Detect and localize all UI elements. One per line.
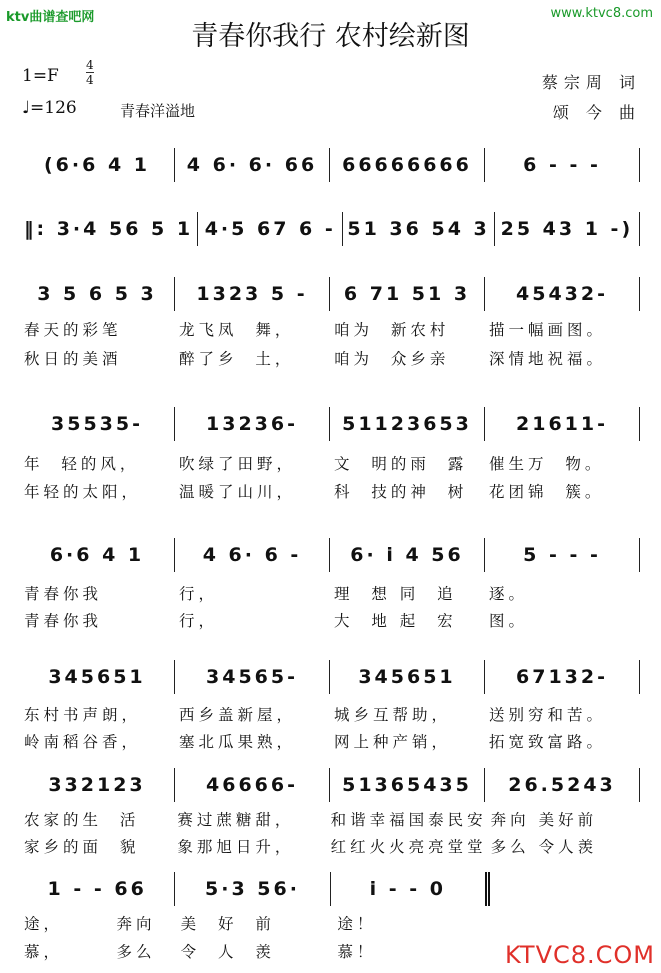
measure: 4 6· 6 - <box>175 538 330 572</box>
measure: 13236- <box>175 407 330 441</box>
lyric-segment: 逐。 <box>489 585 529 603</box>
lyric-segment: 图。 <box>489 612 529 630</box>
lyric-segment: 多么 令人羡 <box>490 838 598 856</box>
measure: 26.5243 <box>485 768 640 802</box>
lyric-segment: 深情地祝福。 <box>489 350 607 368</box>
notation-row <box>20 768 640 802</box>
lyric-segment: 秋日的美酒 <box>24 350 122 368</box>
lyric-line-verse-1 <box>20 318 640 340</box>
lyric-segment: 咱为 新农村 <box>334 321 450 339</box>
notation-row <box>20 538 640 572</box>
lyric-segment: 令 人 羡 <box>180 943 275 961</box>
measure: 66666666 <box>330 148 485 182</box>
lyricist-credit: 蔡宗周 词 <box>541 73 641 92</box>
measure: 46666- <box>175 768 330 802</box>
measure: 45432- <box>485 277 640 311</box>
lyric-segment: 送别穷和苦。 <box>489 706 607 724</box>
lyric-segment: 城乡互帮助， <box>334 706 452 724</box>
lyric-segment: 赛过蔗糖甜， <box>177 811 295 829</box>
expression-mark: 青春洋溢地 <box>120 102 196 120</box>
lyric-segment: 大 地 起 宏 <box>334 612 457 630</box>
lyric-segment: 年轻的太阳， <box>24 483 142 501</box>
lyric-segment: 途， 奔向 <box>24 915 156 933</box>
site-url: www.ktvc8.com <box>550 6 653 21</box>
notation-row <box>20 148 640 182</box>
lyric-segment: 描一幅画图。 <box>489 321 607 339</box>
lyric-segment: 美 好 前 <box>180 915 275 933</box>
lyric-line-verse-2 <box>20 609 640 631</box>
key-signature: 1=F <box>22 66 59 86</box>
lyric-segment: 塞北瓜果熟， <box>179 733 297 751</box>
lyric-segment: 红红火火亮亮堂堂 <box>330 838 487 856</box>
measure: 4 6· 6· 66 <box>175 148 330 182</box>
lyric-line-verse-2 <box>20 835 640 857</box>
lyric-segment: 东村书声朗， <box>24 706 142 724</box>
lyric-segment: 温暖了山川， <box>179 483 297 501</box>
site-logo-left: ktv曲谱查吧网 <box>6 10 95 25</box>
lyric-segment: 理 想 同 追 <box>334 585 457 603</box>
measure: 6·6 4 1 <box>20 538 175 572</box>
lyric-segment: 奔向 美好前 <box>490 811 598 829</box>
lyric-segment: 农家的生 活 <box>24 811 140 829</box>
lyric-line-verse-1 <box>20 808 640 830</box>
measure: 5 - - - <box>485 538 640 572</box>
composer-credit: 颂 今 曲 <box>552 103 641 122</box>
lyric-segment: 岭南稻谷香， <box>24 733 142 751</box>
lyric-segment: 象那旭日升， <box>177 838 295 856</box>
lyric-line-verse-2 <box>20 730 640 752</box>
lyric-segment: 青春你我 <box>24 612 103 630</box>
notation-row <box>20 277 640 311</box>
lyric-segment: 咱为 众乡亲 <box>334 350 450 368</box>
measure: 4·5 67 6 - <box>198 212 343 246</box>
notation-row <box>20 872 490 906</box>
notation-row <box>20 212 640 246</box>
measure: 6· i 4 56 <box>330 538 485 572</box>
lyric-segment: 花团锦 簇。 <box>489 483 605 501</box>
measure: 332123 <box>20 768 175 802</box>
measure: ‖: 3·4 56 5 1 <box>20 212 198 246</box>
lyric-segment: 西乡盖新屋， <box>179 706 297 724</box>
lyric-segment: 科 技的神 树 <box>334 483 468 501</box>
measure: i - - 0 <box>331 872 490 906</box>
lyric-segment: 慕， 多么 <box>24 943 156 961</box>
lyric-line-verse-2 <box>20 940 490 962</box>
lyric-segment: 吹绿了田野， <box>179 455 297 473</box>
measure: 35535- <box>20 407 175 441</box>
measure: 1323 5 - <box>175 277 330 311</box>
lyric-segment: 龙飞凤 舞， <box>179 321 295 339</box>
tempo-mark: ♩=126 <box>22 98 77 118</box>
measure: 51365435 <box>330 768 485 802</box>
lyric-segment: 途！ <box>337 915 377 933</box>
time-signature <box>86 58 94 87</box>
measure: 21611- <box>485 407 640 441</box>
measure: 3 5 6 5 3 <box>20 277 175 311</box>
notation-row <box>20 407 640 441</box>
measure: 345651 <box>330 660 485 694</box>
measure: 1 - - 66 <box>20 872 175 906</box>
watermark-logo: KTVC8.COM <box>505 941 655 969</box>
lyric-line-verse-2 <box>20 480 640 502</box>
lyric-segment: 网上种产销， <box>334 733 452 751</box>
time-sig-bottom: 4 <box>86 73 94 87</box>
measure: 51 36 54 3 <box>343 212 494 246</box>
measure: 345651 <box>20 660 175 694</box>
lyric-line-verse-1 <box>20 582 640 604</box>
measure: 5·3 56· <box>175 872 330 906</box>
measure: 25 43 1 -) <box>495 212 640 246</box>
lyric-segment: 年 轻的风， <box>24 455 140 473</box>
measure: 67132- <box>485 660 640 694</box>
lyric-segment: 拓宽致富路。 <box>489 733 607 751</box>
measure: 6 71 51 3 <box>330 277 485 311</box>
measure: (6·6 4 1 <box>20 148 175 182</box>
measure: 6 - - - <box>485 148 640 182</box>
lyric-segment: 催生万 物。 <box>489 455 605 473</box>
lyric-line-verse-1 <box>20 452 640 474</box>
lyric-segment: 文 明的雨 露 <box>334 455 468 473</box>
lyric-segment: 醉了乡 土， <box>179 350 295 368</box>
lyric-segment: 春天的彩笔 <box>24 321 122 339</box>
lyric-line-verse-1 <box>20 912 490 934</box>
notation-row <box>20 660 640 694</box>
song-title: 青春你我行 农村绘新图 <box>191 21 470 52</box>
measure: 34565- <box>175 660 330 694</box>
lyric-segment: 慕！ <box>337 943 377 961</box>
lyric-segment: 和谐幸福国泰民安 <box>330 811 487 829</box>
lyric-line-verse-1 <box>20 703 640 725</box>
lyric-line-verse-2 <box>20 347 640 369</box>
lyric-segment: 家乡的面 貌 <box>24 838 140 856</box>
lyric-segment: 行， <box>179 612 219 630</box>
lyric-segment: 青春你我 <box>24 585 103 603</box>
lyric-segment: 行， <box>179 585 219 603</box>
time-sig-top: 4 <box>86 58 94 72</box>
measure: 51123653 <box>330 407 485 441</box>
